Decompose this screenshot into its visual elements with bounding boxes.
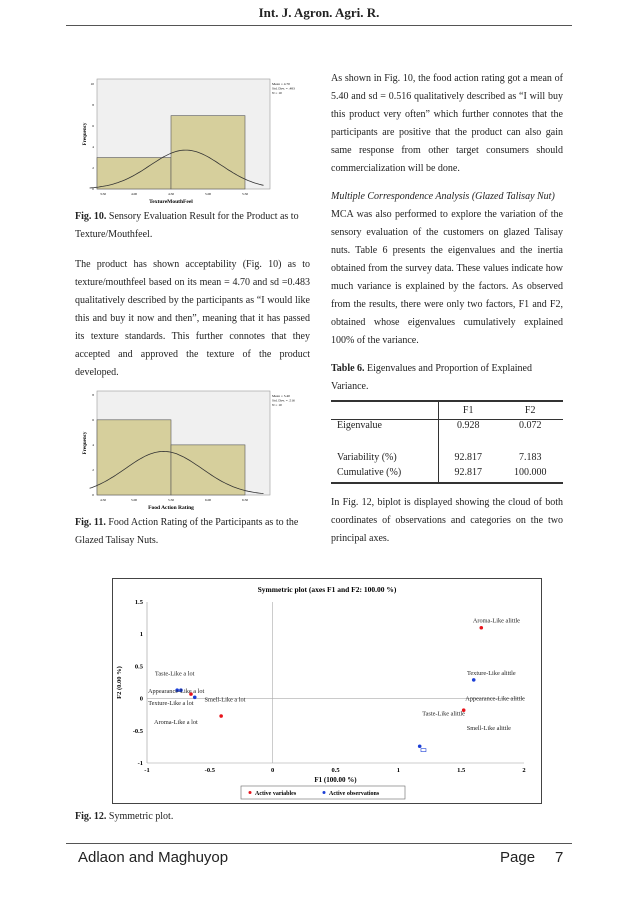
stats-text: N = 10 xyxy=(272,91,282,95)
y-tick-label: 6 xyxy=(92,417,94,422)
table-cell: Eigenvalue xyxy=(331,419,439,441)
chart-title: Symmetric plot (axes F1 and F2: 100.00 %) xyxy=(257,585,397,594)
fig11-caption xyxy=(75,514,310,550)
table-cell: 92.817 xyxy=(454,467,482,478)
point-label: Texture-Like alittle xyxy=(466,669,516,677)
point-label: Texture-Like a lot xyxy=(148,700,194,708)
fig10-histogram xyxy=(80,76,305,206)
legend-observations-marker xyxy=(323,791,326,794)
table-row xyxy=(331,441,563,463)
y-axis-label: Frequency xyxy=(83,431,88,455)
x-tick-label: -1 xyxy=(144,767,150,774)
x-axis-label: Food Action Rating xyxy=(148,505,194,511)
legend-variables-label: Active variables xyxy=(255,791,297,797)
point-label: Appearance-Like alittle xyxy=(465,695,525,703)
footer-authors: Adlaon and Maghuyop xyxy=(78,849,229,866)
mca-heading: Multiple Correspondence Analysis (Glazed Talisay Nut) xyxy=(331,191,555,202)
table-cell: Cumulative (%) xyxy=(331,463,439,483)
point-label: Smell-Like a lot xyxy=(204,696,246,704)
stats-text: Mean = 4.70 xyxy=(272,82,290,86)
footer-page-label: Page xyxy=(500,849,536,866)
point-label: Aroma-Like alittle xyxy=(472,617,520,625)
table-cell: 100.000 xyxy=(513,467,547,478)
table-header-row xyxy=(331,401,563,419)
x-tick-label: 6.50 xyxy=(241,498,249,502)
y-tick-label: 2 xyxy=(92,467,94,472)
footer-page-number: 7 xyxy=(555,849,564,866)
table-header-blank xyxy=(331,401,439,419)
fig12-caption xyxy=(75,808,173,826)
point-label: Taste-Like alittle xyxy=(422,710,465,718)
fig11-caption-label: Fig. 11. xyxy=(75,517,106,528)
y-tick-label: -1 xyxy=(137,760,143,767)
histogram-bar xyxy=(97,420,171,495)
table-header-f1: F1 xyxy=(462,404,474,416)
active-variable-point xyxy=(219,714,223,718)
y-tick-label: 2 xyxy=(92,166,94,171)
y-tick-label: 8 xyxy=(92,392,94,397)
histogram-bar xyxy=(97,158,171,189)
y-tick-label: 0 xyxy=(92,493,94,497)
histogram-bar xyxy=(171,445,245,495)
table6 xyxy=(331,400,563,484)
y-tick-label: 1.5 xyxy=(134,599,143,606)
right-paragraph-2: MCA was also performed to explore the variation of the sensory evaluation of the customers on glazed Talisay nuts. Table 6 presents the eigenvalues and the inertia obtained from the survey data. These values indicate how much variance is explained by the factors. As observed from the results, there were only two factors, F1 and F2, obtained whose eigenvalues cumulatively explained 100% of the variance. xyxy=(331,209,563,346)
table-row xyxy=(331,419,563,441)
legend-variables-marker xyxy=(249,791,252,794)
y-axis-label: Frequency xyxy=(83,122,88,146)
fig10-caption-text: Sensory Evaluation Result for the Product as to Texture/Mouthfeel. xyxy=(75,211,299,240)
header-rule xyxy=(66,25,572,26)
fig11-histogram xyxy=(80,388,305,512)
x-tick-label: 5.50 xyxy=(241,192,249,196)
active-variable-point xyxy=(479,626,483,630)
fig10-caption xyxy=(75,208,310,244)
left-column xyxy=(75,76,310,550)
x-tick-label: 4.50 xyxy=(99,498,107,502)
table6-caption-label: Table 6. xyxy=(331,363,365,374)
y-tick-label: 0 xyxy=(139,695,143,703)
table-cell: Variability (%) xyxy=(331,441,439,463)
y-tick-label: 4 xyxy=(92,442,94,447)
fig10-caption-label: Fig. 10. xyxy=(75,211,107,222)
table-cell: 92.817 xyxy=(454,452,482,463)
footer-rule xyxy=(66,843,572,844)
x-tick-label: 4.00 xyxy=(130,192,138,196)
point-label: Aroma-Like a lot xyxy=(154,718,198,726)
y-tick-label: 10 xyxy=(90,82,94,87)
x-tick-label: 0.5 xyxy=(331,767,340,774)
stats-text: Mean = 5.40 xyxy=(272,394,290,398)
fig12-caption-label: Fig. 12. xyxy=(75,811,107,822)
right-paragraph-3: In Fig. 12, biplot is displayed showing the cloud of both coordinates of observations and categories on the two principal axes. xyxy=(331,497,563,544)
y-tick-label: 8 xyxy=(92,103,94,108)
point-label: Appearance-Like a lot xyxy=(148,687,205,695)
table-cell: 0.072 xyxy=(518,419,542,431)
x-axis-label: F1 (100.00 %) xyxy=(314,776,357,784)
table-cell: 0.928 xyxy=(456,419,480,431)
x-tick-label: 5.50 xyxy=(167,498,175,502)
y-tick-label: 1 xyxy=(139,631,143,639)
histogram-bar xyxy=(171,116,245,189)
x-axis-label: TextureMouthFeel xyxy=(149,199,193,205)
fig12-symmetric-plot xyxy=(112,578,542,804)
y-tick-label: 0 xyxy=(92,187,94,191)
x-tick-label: 0 xyxy=(271,767,275,774)
active-observation-point xyxy=(418,744,422,748)
stats-text: Std. Dev. = .516 xyxy=(272,398,295,403)
table6-caption-text: Eigenvalues and Proportion of Explained Variance. xyxy=(331,363,532,392)
y-tick-label: 6 xyxy=(92,124,94,129)
y-tick-label: -0.5 xyxy=(132,727,143,735)
x-tick-label: 1 xyxy=(396,767,400,774)
x-tick-label: 2 xyxy=(522,767,526,774)
x-tick-label: 4.50 xyxy=(167,192,175,196)
table-header-f2: F2 xyxy=(524,404,536,416)
x-tick-label: 6.00 xyxy=(204,498,212,502)
table6-caption xyxy=(331,360,563,396)
stats-text: Std. Dev. = .483 xyxy=(272,86,295,91)
active-observation-point xyxy=(472,678,476,682)
right-paragraph-1: As shown in Fig. 10, the food action rating got a mean of 5.40 and sd = 0.516 qualitatively described as “I will buy this product very often” which further connotes that the participants are positive that the product can also gain same response from other target consumers should commercialization will be done. xyxy=(331,73,563,174)
y-axis-label: F2 (0.00 %) xyxy=(116,666,123,699)
y-tick-label: 0.5 xyxy=(134,663,143,671)
x-tick-label: -0.5 xyxy=(204,767,215,774)
x-tick-label: 3.50 xyxy=(99,192,107,196)
point-label: Taste-Like a lot xyxy=(154,670,195,678)
x-tick-label: 5.00 xyxy=(204,192,212,196)
left-paragraph: The product has shown acceptability (Fig. 10) as to texture/mouthfeel based on its mean = 4.70 and sd =0.483 qualitatively described by the participants as “I would like this and buy it now and then”, meaning that it has passed its texture standards. This further connotes that they accepted and approved the texture of the product developed. xyxy=(75,259,310,378)
fig12-caption-text: Symmetric plot. xyxy=(106,811,174,822)
stats-text: N = 10 xyxy=(272,403,282,407)
y-tick-label: 4 xyxy=(92,145,94,150)
x-tick-label: 5.00 xyxy=(130,498,138,502)
point-label: Smell-Like alittle xyxy=(466,725,511,733)
active-observation-point xyxy=(421,749,426,752)
fig11-caption-text: Food Action Rating of the Participants as to the Glazed Talisay Nuts. xyxy=(75,517,299,546)
legend-observations-label: Active observations xyxy=(329,791,380,797)
table-row xyxy=(331,463,563,483)
table-cell: 7.183 xyxy=(518,452,542,463)
journal-header: Int. J. Agron. Agri. R. xyxy=(258,5,380,20)
active-observation-point xyxy=(193,696,197,700)
x-tick-label: 1.5 xyxy=(457,767,466,774)
right-column xyxy=(331,70,563,548)
